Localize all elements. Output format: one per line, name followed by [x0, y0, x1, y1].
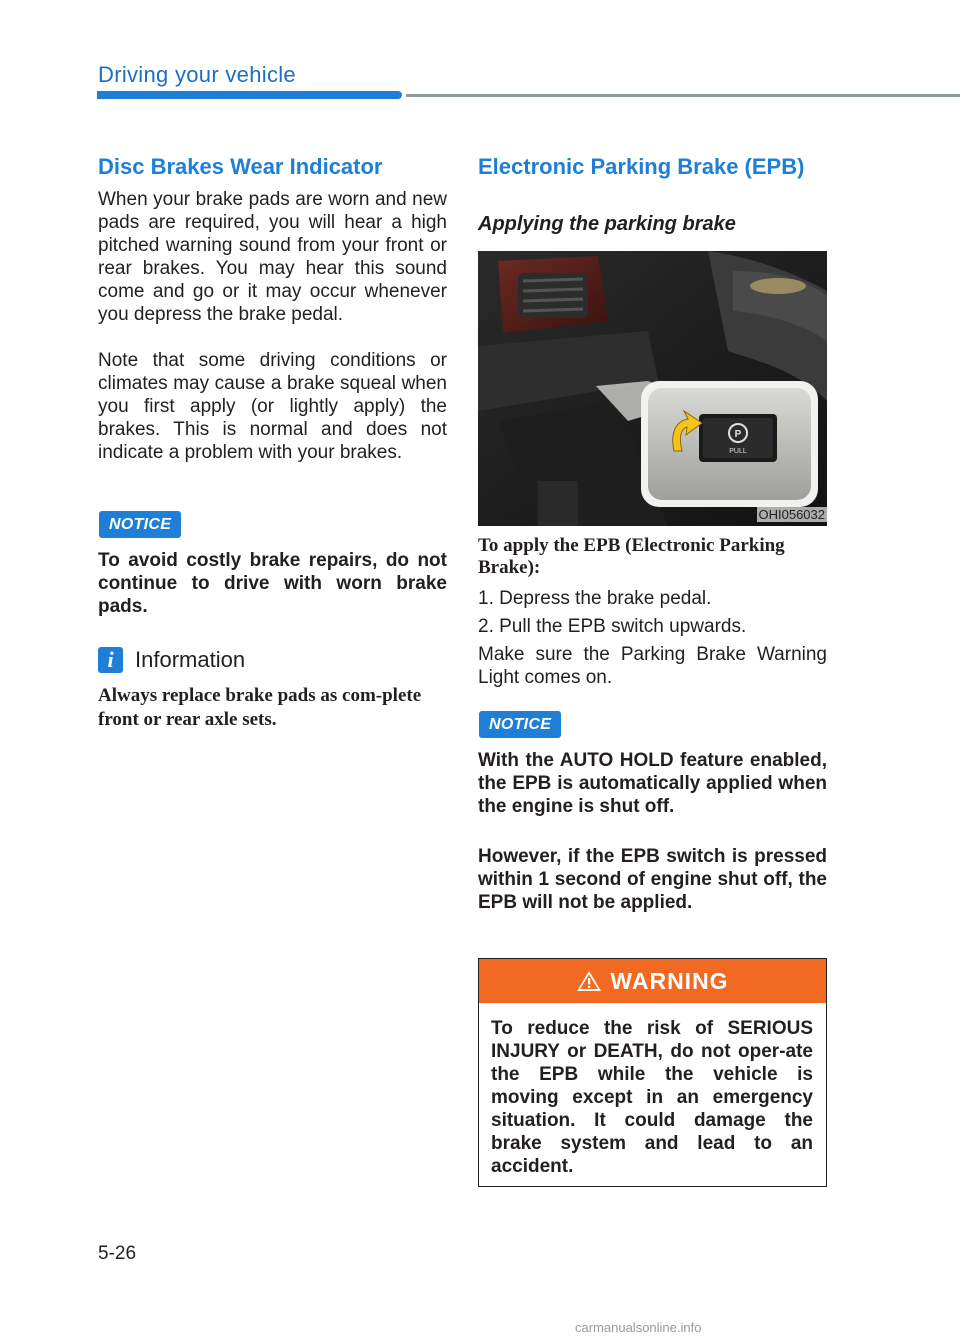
switch-label: PULL	[729, 448, 747, 455]
warning-text: To reduce the risk of SERIOUS INJURY or DEATH, do not oper-ate the EPB while the vehicle is moving except in an emergency situation. It could damage the brake system and lead to an accident.	[491, 1018, 813, 1177]
warning-label: WARNING	[610, 967, 729, 994]
auto-hold-notice: With the AUTO HOLD feature enabled, the EPB is automatically applied when the engine is shut off.	[478, 750, 827, 817]
info-icon: i	[98, 647, 123, 673]
disc-brakes-paragraph-2: Note that some driving conditions or climates may cause a brake squeal when you first apply (or lightly apply) the brakes. This is normal and does not indicate a problem with your brakes.	[98, 350, 447, 463]
step-1: 1. Depress the brake pedal.	[478, 588, 712, 609]
warning-light-note: Make sure the Parking Brake Warning Light comes on.	[478, 644, 827, 688]
information-title: Information	[135, 647, 246, 672]
notice-label: NOTICE	[479, 711, 561, 738]
image-code: OHI056032	[758, 507, 825, 522]
information-header	[98, 645, 245, 675]
notice-text: To avoid costly brake repairs, do not continue to drive with worn brake pads.	[98, 550, 447, 617]
information-text: Always replace brake pads as com-plete front or rear axle sets.	[98, 685, 422, 730]
svg-text:P: P	[734, 429, 742, 440]
warning-box	[478, 958, 827, 1187]
disc-brakes-paragraph-1: When your brake pads are worn and new pads are required, you will hear a high pitched warning sound from your front or rear brakes. You may hear this sound come and go or it may occur whenever you depress the brake pedal.	[98, 189, 447, 325]
notice-badge-epb	[479, 711, 561, 738]
applying-subheading: Applying the parking brake	[478, 213, 736, 235]
header-rule	[406, 94, 960, 97]
watermark: carmanualsonline.info	[575, 1320, 702, 1335]
epb-switch-photo	[478, 251, 827, 526]
apply-epb-title: To apply the EPB (Electronic Parking Brake):	[478, 535, 785, 578]
section-title: Driving your vehicle	[98, 62, 296, 87]
switch-timing-notice: However, if the EPB switch is pressed within 1 second of engine shut off, the EPB will not be applied.	[478, 846, 827, 913]
notice-label: NOTICE	[99, 511, 181, 538]
warning-header	[479, 959, 826, 1003]
warning-triangle-icon	[576, 970, 602, 992]
header-accent-bar	[97, 91, 402, 99]
dashboard-illustration	[478, 251, 827, 526]
notice-badge	[99, 511, 181, 538]
page-number: 5-26	[98, 1243, 137, 1264]
step-2: 2. Pull the EPB switch upwards.	[478, 616, 747, 637]
epb-heading: Electronic Parking Brake (EPB)	[478, 154, 805, 179]
disc-brakes-heading: Disc Brakes Wear Indicator	[98, 154, 383, 179]
